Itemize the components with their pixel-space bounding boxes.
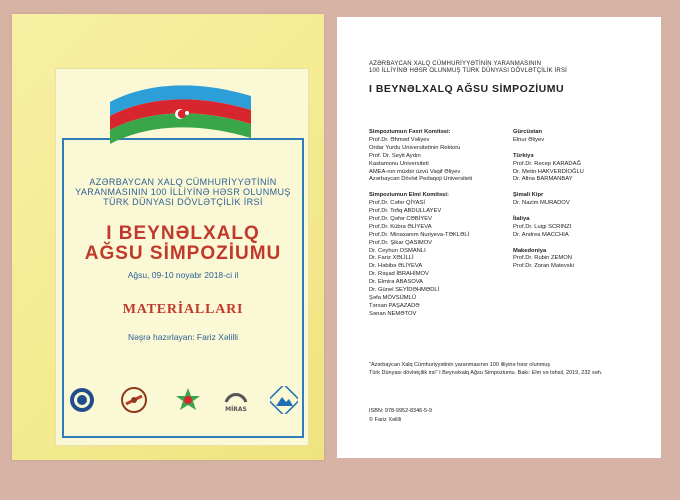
mountain-logo-icon (270, 386, 298, 414)
emblem-logo-icon (68, 386, 96, 414)
committee-member: Kastamonu Universiteti (369, 160, 429, 167)
book-cover (12, 14, 324, 460)
cover-occasion-line: YARANMASININ 100 İLLİYİNƏ HƏSR OLUNMUŞ (75, 187, 291, 197)
committee-member: Tərxan PAŞAZADƏ (369, 302, 420, 309)
committee-member: Azərbaycan Dövlət Pedaqoji Universiteti (369, 176, 473, 183)
section-heading: Simpoziumun Elmi Komitəsi: (369, 192, 449, 199)
committee-member: Sənan NEMƏTOV (369, 310, 417, 317)
committee-member: Prof.Dr. Kübra ƏLİYEVA (369, 223, 432, 230)
cover-occasion (62, 177, 304, 207)
cover-title-line: AĞSU SİMPOZİUMU (84, 243, 282, 264)
committee-member: Dr. Andrea MACCHIA (513, 231, 569, 238)
committee-member: Prof.Dr. Zoran Matevski (513, 263, 574, 270)
azerbaijan-flag-icon (108, 74, 253, 149)
cover-editor: Nəşrə hazırlayan: Fariz Xəlilli (127, 332, 239, 342)
committee-member: Prof.Dr. Cəfər QİYASİ (369, 200, 425, 207)
committee-member: Elnur Əliyev (513, 136, 545, 143)
committee-member: Dr. Həbibə ƏLİYEVA (369, 263, 423, 270)
committee-member: Prof.Dr. Minaxanım Nuriyeva-TƏKLƏLİ (369, 231, 470, 238)
committee-member: Dr. Günel SEYİDƏHMƏDLİ (369, 287, 440, 294)
committee-member: Prof.Dr. Luigi SCRINZI (513, 223, 572, 230)
sponsor-logos (64, 386, 302, 416)
cover-materials: MATERİALLARI (122, 302, 244, 317)
committee-member: Dr. Fariz XƏLİLLİ (369, 255, 414, 262)
citation-line: "Azərbaycan Xalq Cümhuriyyətinin yaranmasının 100 illiyinə həsr olunmuş (369, 362, 551, 368)
cover-occasion-line: AZƏRBAYCAN XALQ CÜMHURİYYƏTİNİN (89, 177, 277, 187)
section-heading: Gürcüstan (513, 129, 542, 135)
cover-occasion-line: TÜRK DÜNYASI DÖVLƏTÇİLİK İRSİ (103, 197, 263, 207)
committee-member: Prof. Dr. Seyit Aydın (369, 152, 421, 159)
citation (369, 362, 602, 377)
committee-member: Ordar Yurdu Universitetinin Rektoru (369, 144, 461, 151)
spacer (513, 208, 584, 216)
title-page (337, 17, 661, 458)
committee-column-right (513, 129, 584, 271)
committee-member: AMEA-nın müxbir üzvü Vaqif Əliyev (369, 168, 461, 175)
page-header (369, 61, 567, 75)
cover-date: Ağsu, 09-10 noyabr 2018-ci il (127, 270, 239, 280)
section-heading: Şimali Kipr (513, 192, 544, 199)
miras-logo-icon (222, 386, 250, 414)
copyright: © Fariz Xəlilli (369, 417, 402, 423)
committee-member: Prof.Dr. Qəfər CƏBİYEV (369, 215, 432, 222)
committee-member: Prof.Dr. Rubin ZEMON (513, 255, 572, 262)
committee-member: Prof.Dr. Şikar QASIMOV (369, 239, 433, 246)
svg-text:MİRAS: MİRAS (225, 406, 247, 413)
committee-column-left (369, 129, 472, 319)
citation-line: Türk Dünyası dövlətçilik irsi" I Beynəlxalq Ağsu Simpoziumu. Bakı: Elm və təhsil, 2019, 232 səh. (369, 369, 603, 376)
section-heading: Simpoziumun Fəxri Komitəsi: (369, 129, 451, 135)
page-header-line: AZƏRBAYCAN XALQ CÜMHURİYYƏTİNİN YARANMASININ (369, 61, 542, 67)
spacer (369, 184, 472, 192)
committee-member: Dr. Ceyhun OSMANLI (369, 247, 426, 254)
committee-member: Dr. Elmira ABASOVA (369, 279, 424, 286)
committee-member: Şəfa MÖVSÜMLÜ (369, 295, 417, 302)
committee-member: Dr. Rəşad İBRAHİMOV (369, 271, 429, 278)
university-logo-icon (120, 386, 148, 414)
committee-member: Prof.Dr. Recep KARADAĞ (513, 160, 581, 167)
committee-member: Prof.Dr. Əhməd Vəliyev (369, 136, 430, 143)
isbn: ISBN: 978-9952-8346-5-9 (369, 408, 432, 414)
section-heading: Türkiyə (513, 152, 534, 159)
committee-member: Dr. Afina BARMANBAY (513, 176, 573, 183)
spacer (513, 145, 584, 153)
committee-member: Dr. Metin HAKVERDİOĞLU (513, 168, 584, 175)
page-header-line: 100 İLLİYİNƏ HƏSR OLUNMUŞ TÜRK DÜNYASI DÖVLƏTÇİLİK İRSİ (369, 68, 568, 74)
spacer (513, 240, 584, 248)
page-title: I BEYNƏLXALQ AĞSU SİMPOZİUMU (369, 83, 565, 95)
cover-title (62, 224, 304, 264)
cover-title-line: I BEYNƏLXALQ (106, 223, 260, 244)
section-heading: Makedoniya (513, 247, 547, 254)
azerbaijan-emblem-icon (174, 386, 202, 414)
committee-member: Prof.Dr. Tofiq ABDULLAYEV (369, 208, 442, 215)
spacer (513, 184, 584, 192)
publication-info (369, 407, 432, 425)
committee-member: Dr. Nazim MURADOV (513, 200, 570, 207)
section-heading: İtaliya (513, 215, 530, 222)
